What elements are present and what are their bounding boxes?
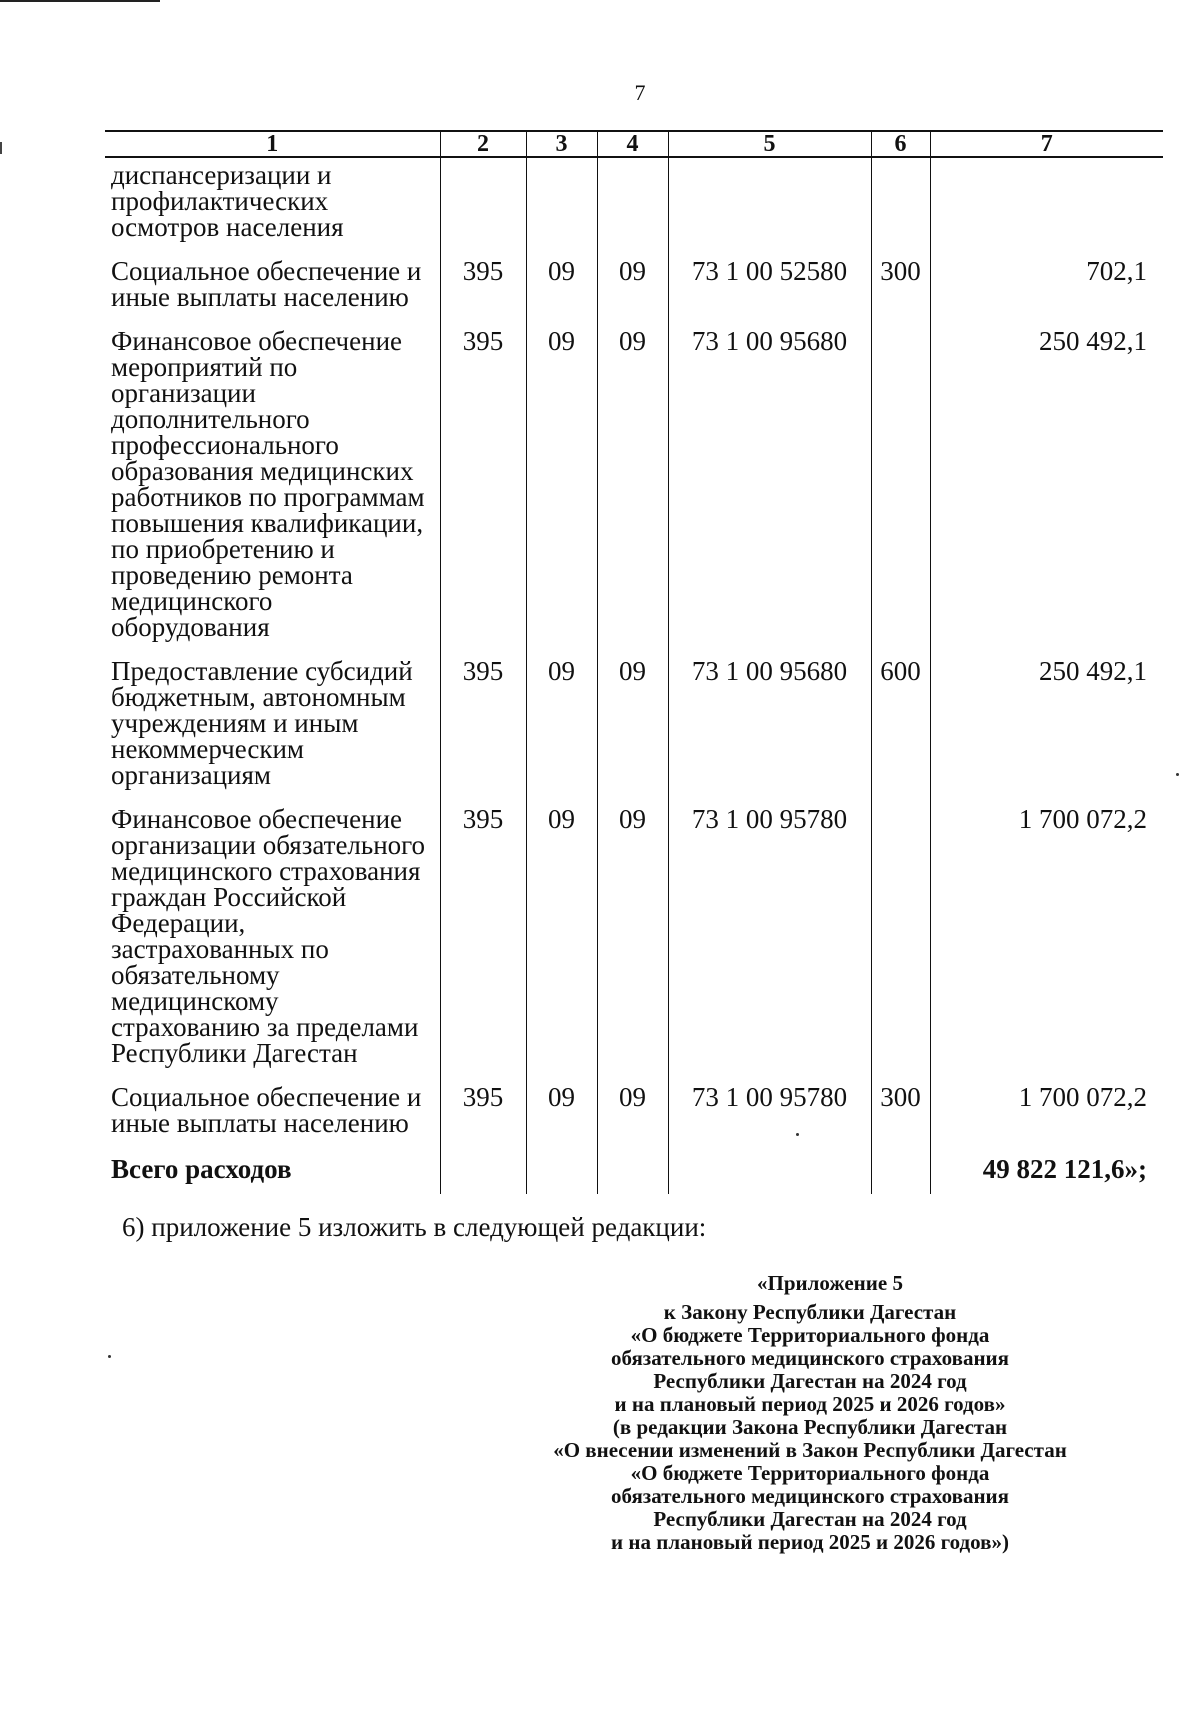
table-row — [105, 650, 1163, 798]
cell-target-article — [668, 1146, 871, 1194]
cell-target-article: 73 1 00 95780 — [668, 798, 871, 1076]
cell-section: 09 — [526, 320, 597, 650]
cell-ministry: 395 — [440, 250, 526, 320]
total-label: Всего расходов — [111, 1154, 292, 1184]
cell-amount: 702,1 — [930, 250, 1163, 320]
row-name-cell — [105, 798, 440, 1076]
row-name: Социальное обеспечение и иные выплаты населению — [111, 1082, 422, 1138]
cell-subsection: 09 — [597, 320, 668, 650]
table-header-row — [105, 131, 1163, 157]
annex-title: «Приложение 5 — [757, 1271, 903, 1295]
row-name-cell — [105, 320, 440, 650]
total-label-cell — [105, 1146, 440, 1194]
annex-line: и на плановый период 2025 и 2026 годов») — [611, 1530, 1009, 1554]
cell-section: 09 — [526, 650, 597, 798]
row-name-cell — [105, 157, 440, 250]
page-number: 7 — [634, 80, 646, 105]
row-name-cell — [105, 250, 440, 320]
cell-ministry: 395 — [440, 1076, 526, 1146]
column-header-7: 7 — [930, 131, 1163, 157]
annex-line: и на плановый период 2025 и 2026 годов» — [614, 1392, 1006, 1416]
cell-section — [526, 157, 597, 250]
row-name-cell — [105, 650, 440, 798]
scan-edge-mark-left — [0, 142, 2, 154]
total-row — [105, 1146, 1163, 1194]
table-row — [105, 250, 1163, 320]
budget-table — [105, 130, 1163, 1194]
row-name: Предоставление субсидий бюджетным, автономным учреждениям и иным некоммерческим организациям — [111, 656, 413, 790]
total-value-cell — [930, 1146, 1163, 1194]
cell-amount: 250 492,1 — [930, 320, 1163, 650]
cell-target-article: 73 1 00 52580 — [668, 250, 871, 320]
cell-target-article — [668, 157, 871, 250]
cell-expense-type: 300 — [871, 1076, 930, 1146]
cell-section: 09 — [526, 798, 597, 1076]
column-header-6: 6 — [871, 131, 930, 157]
cell-expense-type — [871, 1146, 930, 1194]
cell-subsection — [597, 157, 668, 250]
annex-line: «О бюджете Территориального фонда — [630, 1323, 990, 1347]
scan-speck — [796, 1133, 799, 1136]
table-row — [105, 157, 1163, 250]
cell-expense-type — [871, 157, 930, 250]
cell-ministry — [440, 1146, 526, 1194]
column-header-1: 1 — [105, 131, 440, 157]
row-name: диспансеризации и профилактических осмотров населения — [111, 160, 344, 242]
total-value: 49 822 121,6»; — [982, 1154, 1147, 1184]
row-name: Финансовое обеспечение организации обязательного медицинского страхования граждан Российской Федерации, застрахованных по обязательному медицинскому страхованию за пределами Республики Дагестан — [111, 804, 426, 1068]
column-header-4: 4 — [597, 131, 668, 157]
annex-line: (в редакции Закона Республики Дагестан — [612, 1415, 1008, 1439]
cell-expense-type: 600 — [871, 650, 930, 798]
scan-speck — [1176, 773, 1179, 776]
annex-line: «О бюджете Территориального фонда — [630, 1461, 990, 1485]
cell-subsection: 09 — [597, 798, 668, 1076]
table-row — [105, 1076, 1163, 1146]
cell-section: 09 — [526, 1076, 597, 1146]
cell-expense-type — [871, 320, 930, 650]
instruction-text: 6) приложение 5 изложить в следующей редакции: — [122, 1212, 707, 1242]
scan-speck — [108, 1355, 111, 1358]
cell-ministry: 395 — [440, 320, 526, 650]
cell-amount: 1 700 072,2 — [930, 798, 1163, 1076]
cell-section — [526, 1146, 597, 1194]
annex-line: обязательного медицинского страхования — [610, 1346, 1010, 1370]
cell-section: 09 — [526, 250, 597, 320]
cell-subsection: 09 — [597, 650, 668, 798]
cell-subsection: 09 — [597, 1076, 668, 1146]
column-header-3: 3 — [526, 131, 597, 157]
annex-line: обязательного медицинского страхования — [610, 1484, 1010, 1508]
cell-target-article: 73 1 00 95780 — [668, 1076, 871, 1146]
column-header-2: 2 — [440, 131, 526, 157]
cell-expense-type: 300 — [871, 250, 930, 320]
cell-ministry: 395 — [440, 650, 526, 798]
table-row — [105, 320, 1163, 650]
cell-ministry: 395 — [440, 798, 526, 1076]
annex-line: «О внесении изменений в Закон Республики Дагестан — [553, 1438, 1067, 1462]
annex-line: к Закону Республики Дагестан — [663, 1300, 957, 1324]
cell-ministry — [440, 157, 526, 250]
cell-subsection: 09 — [597, 250, 668, 320]
cell-amount: 1 700 072,2 — [930, 1076, 1163, 1146]
annex-line: Республики Дагестан на 2024 год — [653, 1369, 967, 1393]
cell-subsection — [597, 1146, 668, 1194]
cell-expense-type — [871, 798, 930, 1076]
cell-amount: 250 492,1 — [930, 650, 1163, 798]
cell-target-article: 73 1 00 95680 — [668, 320, 871, 650]
scan-edge-mark — [0, 0, 160, 2]
cell-amount — [930, 157, 1163, 250]
row-name: Социальное обеспечение и иные выплаты населению — [111, 256, 422, 312]
row-name: Финансовое обеспечение мероприятий по организации дополнительного профессионального образования медицинских работников по программам повышения квалификации, по приобретению и проведению ремонта медицинского оборудования — [111, 326, 425, 642]
table-row — [105, 798, 1163, 1076]
cell-target-article: 73 1 00 95680 — [668, 650, 871, 798]
annex-header-block — [505, 1272, 1115, 1554]
column-header-5: 5 — [668, 131, 871, 157]
row-name-cell — [105, 1076, 440, 1146]
annex-line: Республики Дагестан на 2024 год — [653, 1507, 967, 1531]
